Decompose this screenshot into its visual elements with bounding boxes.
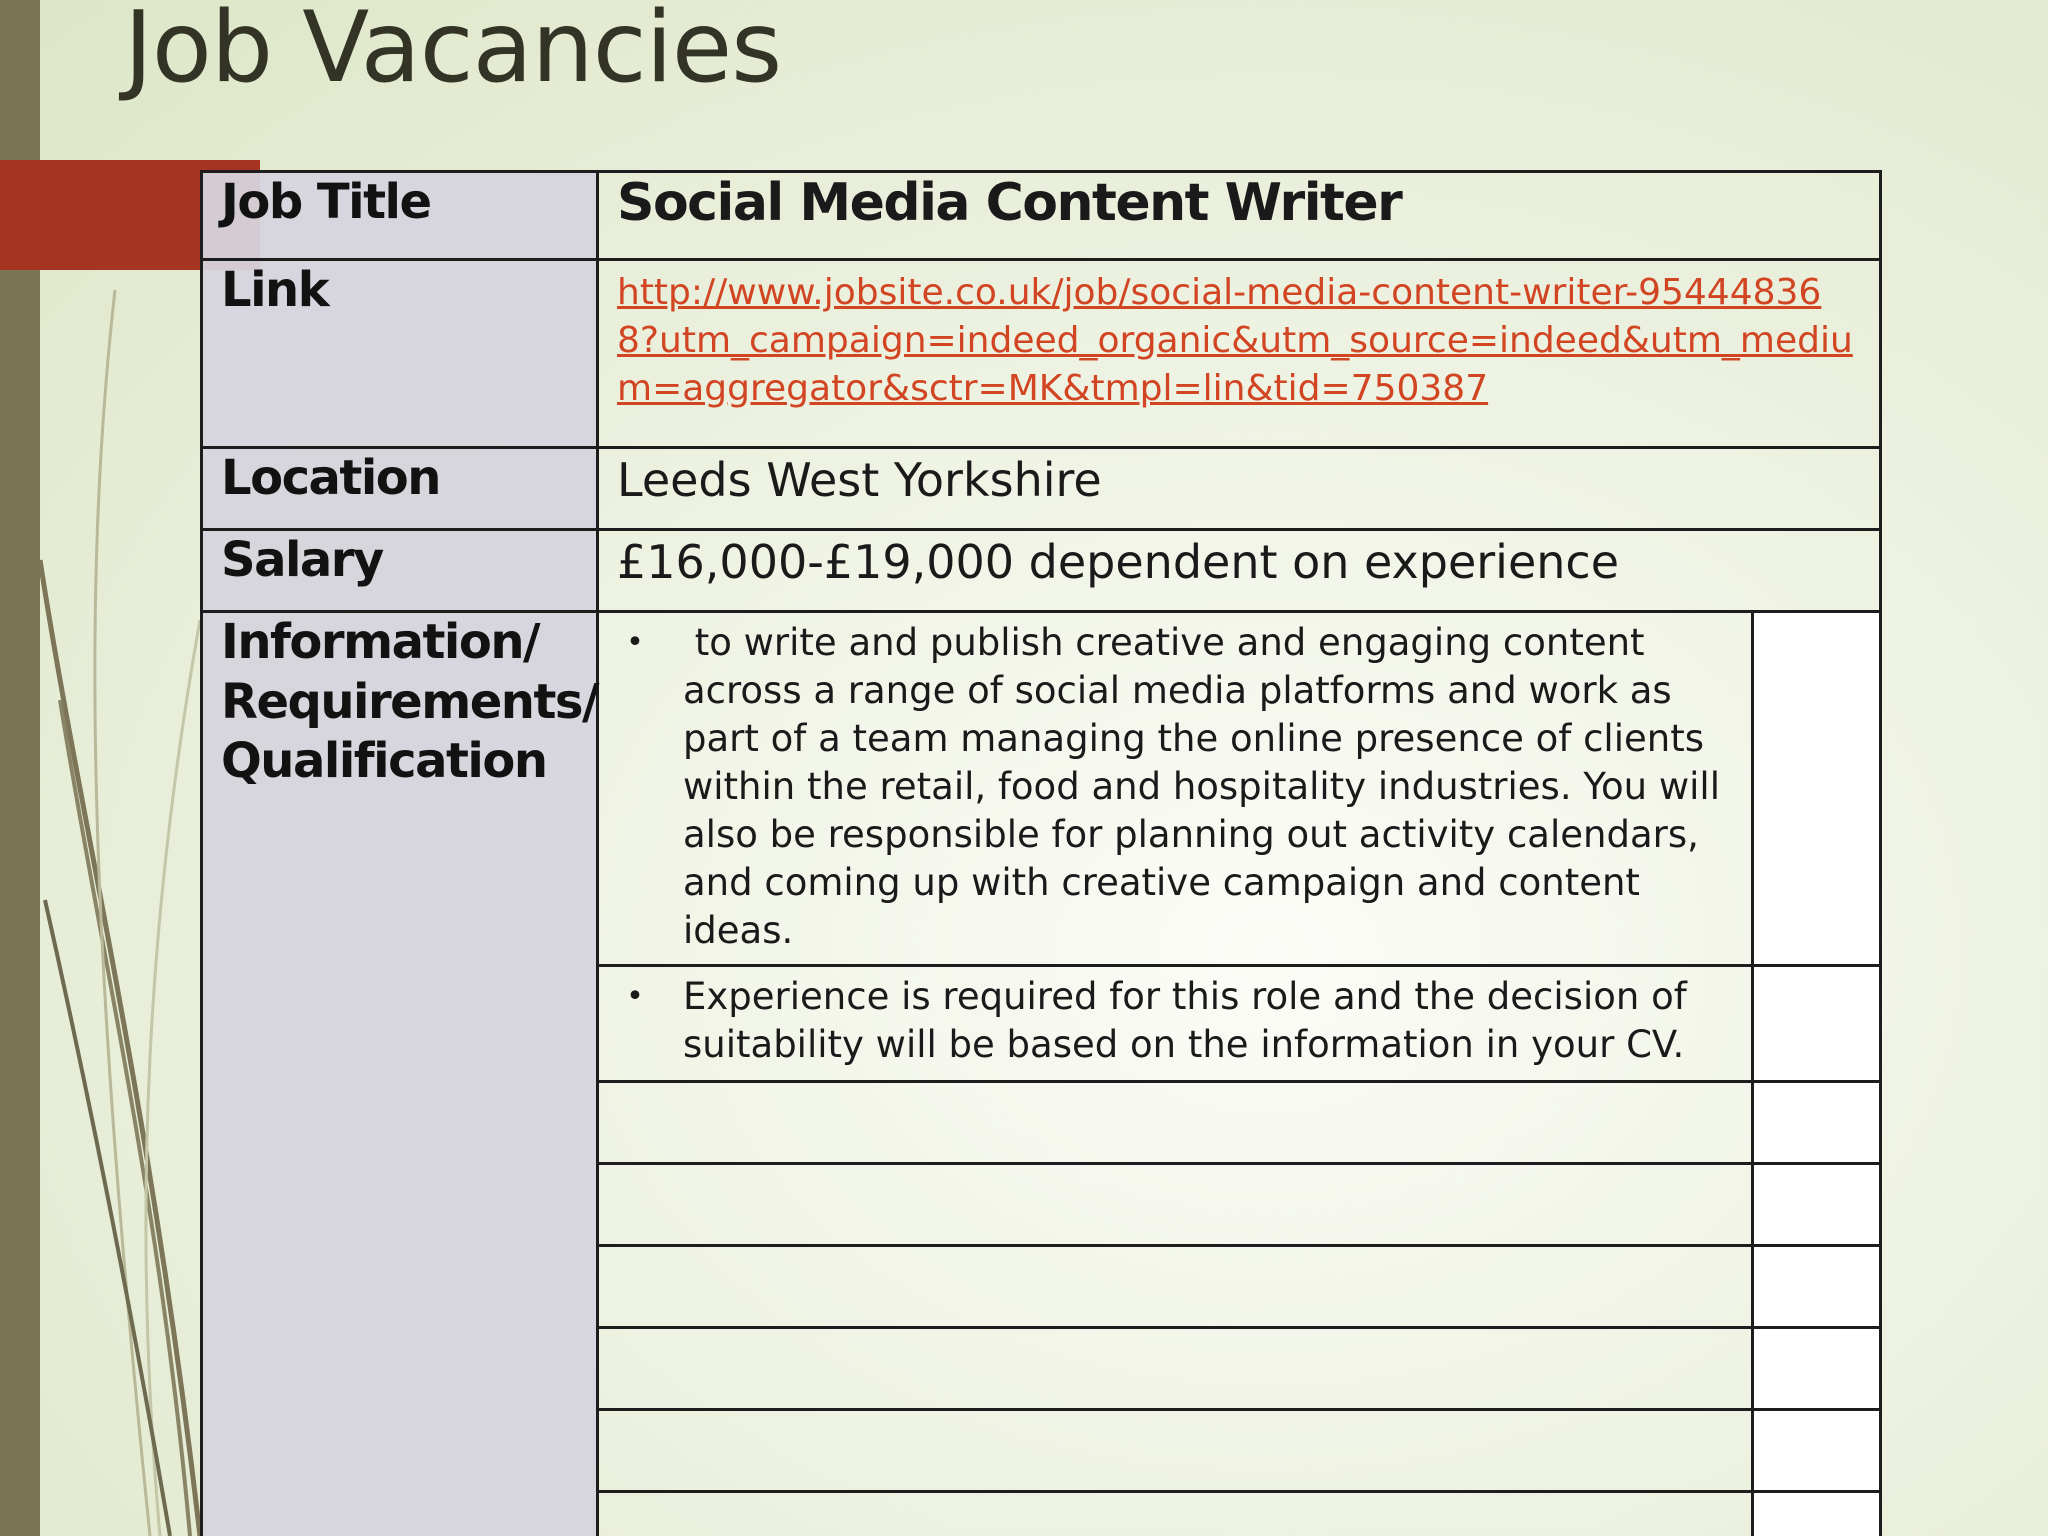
salary-value: £16,000-£19,000 dependent on experience (598, 530, 1881, 612)
job-link[interactable]: http://www.jobsite.co.uk/job/social-media-content-writer-954448368?utm_campaign=indeed_organic&utm_source=indeed&utm_medium=aggregator&sctr=MK&tmpl=lin&tid=750387 (617, 272, 1853, 409)
requirement-text: Experience is required for this role and the decision of suitability will be based on the information in your CV. (683, 975, 1687, 1066)
empty-cell (598, 1082, 1753, 1164)
empty-cell (598, 1328, 1753, 1410)
info-label: Information/ Requirements/ Qualification (202, 612, 598, 1536)
grass-decoration (0, 0, 230, 1536)
requirement-text: to write and publish creative and engaging content across a range of social media platforms and work as part of a team managing the online presence of clients within the retail, food and hospitality industries. You will also be responsible for planning out activity calendars, and coming up with creative campaign and content ideas. (683, 621, 1732, 952)
salary-row (202, 530, 1881, 612)
requirement-cell (598, 966, 1753, 1082)
job-title-label: Job Title (202, 172, 598, 260)
empty-cell (1753, 1082, 1881, 1164)
empty-cell (598, 1492, 1753, 1536)
empty-cell (598, 1410, 1753, 1492)
empty-cell (1753, 612, 1881, 966)
empty-cell (1753, 1410, 1881, 1492)
empty-cell (1753, 1492, 1881, 1536)
requirement-row (202, 612, 1881, 966)
requirement-cell (598, 612, 1753, 966)
link-cell (598, 260, 1881, 448)
link-row (202, 260, 1881, 448)
empty-cell (1753, 966, 1881, 1082)
job-title-value: Social Media Content Writer (598, 172, 1881, 260)
empty-cell (1753, 1328, 1881, 1410)
location-label: Location (202, 448, 598, 530)
location-row (202, 448, 1881, 530)
location-value: Leeds West Yorkshire (598, 448, 1881, 530)
bullet-icon: • (626, 979, 644, 1014)
slide-title: Job Vacancies (124, 0, 782, 105)
link-label: Link (202, 260, 598, 448)
job-title-row (202, 172, 1881, 260)
bullet-icon: • (626, 625, 644, 660)
empty-cell (1753, 1246, 1881, 1328)
empty-cell (598, 1246, 1753, 1328)
empty-cell (1753, 1164, 1881, 1246)
salary-label: Salary (202, 530, 598, 612)
empty-cell (598, 1164, 1753, 1246)
job-vacancy-table (200, 170, 1882, 1536)
